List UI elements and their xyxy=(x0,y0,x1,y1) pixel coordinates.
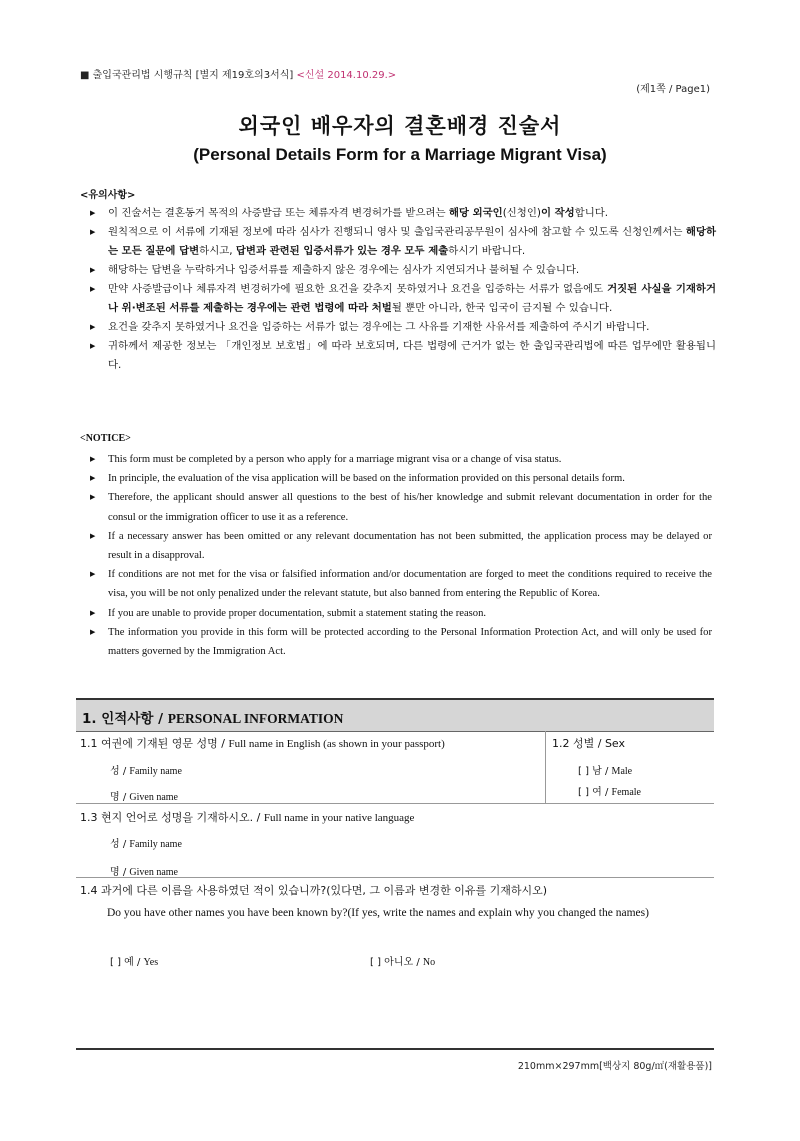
notice-item-en: ▶ If a necessary answer has been omitted or any relevant documentation has not been submitted, the application process may be delayed or result in a disapproval. xyxy=(80,527,712,565)
table-divider xyxy=(76,803,714,804)
table-column-divider xyxy=(545,731,546,803)
notice-list-korean xyxy=(80,204,716,375)
regulation-text: ■ 출입국관리법 시행규칙 [별지 제19호의3서식] xyxy=(80,70,294,81)
question-1-1: 1.1 여권에 기재된 영문 성명 / Full name in English (as shown in your passport) xyxy=(80,737,445,750)
question-1-2-sex: 1.2 성별 / Sex xyxy=(552,737,626,750)
question-1-3: 1.3 현지 언어로 성명을 기재하시오. / Full name in your native language xyxy=(80,811,415,824)
notice-item-en: ▶ Therefore, the applicant should answer all questions to the best of his/her knowledge and submit relevant documentation in order for the consul or the immigration officer to use it as a reference. xyxy=(80,488,712,526)
section-personal-info-header xyxy=(76,698,714,732)
footer-rule xyxy=(76,1048,714,1050)
form-title-korean: 외국인 배우자의 결혼배경 진술서 xyxy=(238,114,562,138)
notice-heading-english: <NOTICE> xyxy=(80,433,131,444)
notice-item-ko: ▶ 원칙적으로 이 서류에 기재된 정보에 따라 심사가 진행되니 영사 및 출입국관리공무원이 심사에 참고할 수 있도록 신청인께서는 해당하는 모든 질문에 답변하시고, 답변과 관련된 입증서류가 있는 경우 모두 제출하시기 바랍니다. xyxy=(80,223,716,261)
other-names-no-checkbox[interactable]: [ ] 아니오 / No xyxy=(370,957,436,968)
notice-item-ko: ▶ 요건을 갖추지 못하였거나 요건을 입증하는 서류가 없는 경우에는 그 사유를 기재한 사유서를 제출하여 주시기 바랍니다. xyxy=(80,318,716,337)
notice-item-ko: ▶ 해당하는 답변을 누락하거나 입증서류를 제출하지 않은 경우에는 심사가 지연되거나 불허될 수 있습니다. xyxy=(80,261,716,280)
notice-item-ko: ▶ 만약 사증발급이나 체류자격 변경허가에 필요한 요건을 갖추지 못하였거나 요건을 입증하는 서류가 없음에도 거짓된 사실을 기재하거나 위·변조된 서류를 제출하는 경우에는 관련 법령에 따라 처벌될 뿐만 아니라, 한국 입국이 금지될 수 있습니다. xyxy=(80,280,716,318)
paper-spec: 210mm×297mm[백상지 80g/㎡(재활용품)] xyxy=(517,1061,712,1072)
form-regulation-header xyxy=(80,66,396,81)
page-number: (제1쪽 / Page1) xyxy=(636,84,710,95)
notice-item-ko: ▶ 귀하께서 제공한 정보는 「개인정보 보호법」에 따라 보호되며, 다른 법령에 근거가 없는 한 출입국관리법에 따른 업무에만 활용됩니다. xyxy=(80,337,716,375)
notice-item-en: ▶ If conditions are not met for the visa or falsified information and/or documentation are forged to meet the conditions required to receive the visa, you will be not only penalized under the relevant statute, but also banned from entering the Republic of Korea. xyxy=(80,565,712,603)
notice-item-ko: ▶ 이 진술서는 결혼동거 목적의 사증발급 또는 체류자격 변경허가를 받으려는 해당 외국인(신청인)이 작성합니다. xyxy=(80,204,716,223)
sex-male-checkbox[interactable]: [ ] 남 / Male xyxy=(578,766,633,777)
notice-item-en: ▶ This form must be completed by a person who apply for a marriage migrant visa or a change of visa status. xyxy=(80,450,712,469)
notice-item-en: ▶ The information you provide in this form will be protected according to the Personal Information Protection Act, and will only be used for matters governed by the Immigration Act. xyxy=(80,623,712,661)
given-name-field[interactable]: 명 / Given name xyxy=(110,792,178,803)
native-given-name-field[interactable]: 명 / Given name xyxy=(110,867,178,878)
family-name-field[interactable]: 성 / Family name xyxy=(110,766,182,777)
question-1-4-english: Do you have other names you have been known by?(If yes, write the names and explain why you changed the names) xyxy=(107,907,649,919)
new-date-text: <신설 2014.10.29.> xyxy=(296,70,397,81)
notice-item-en: ▶ In principle, the evaluation of the visa application will be based on the information provided on this personal details form. xyxy=(80,469,712,488)
notice-heading-korean: <유의사항> xyxy=(80,190,136,201)
section-title: 1. 인적사항 / PERSONAL INFORMATION xyxy=(82,711,344,727)
question-1-4: 1.4 과거에 다른 이름을 사용하였던 적이 있습니까?(있다면, 그 이름과 변경한 이유를 기재하시오) xyxy=(80,884,548,897)
table-divider xyxy=(76,731,714,732)
sex-female-checkbox[interactable]: [ ] 여 / Female xyxy=(578,787,641,798)
notice-item-en: ▶ If you are unable to provide proper documentation, submit a statement stating the reason. xyxy=(80,604,712,623)
form-title-english: (Personal Details Form for a Marriage Migrant Visa) xyxy=(193,145,607,164)
other-names-yes-checkbox[interactable]: [ ] 예 / Yes xyxy=(110,957,159,968)
notice-list-english xyxy=(80,450,712,661)
native-family-name-field[interactable]: 성 / Family name xyxy=(110,839,182,850)
